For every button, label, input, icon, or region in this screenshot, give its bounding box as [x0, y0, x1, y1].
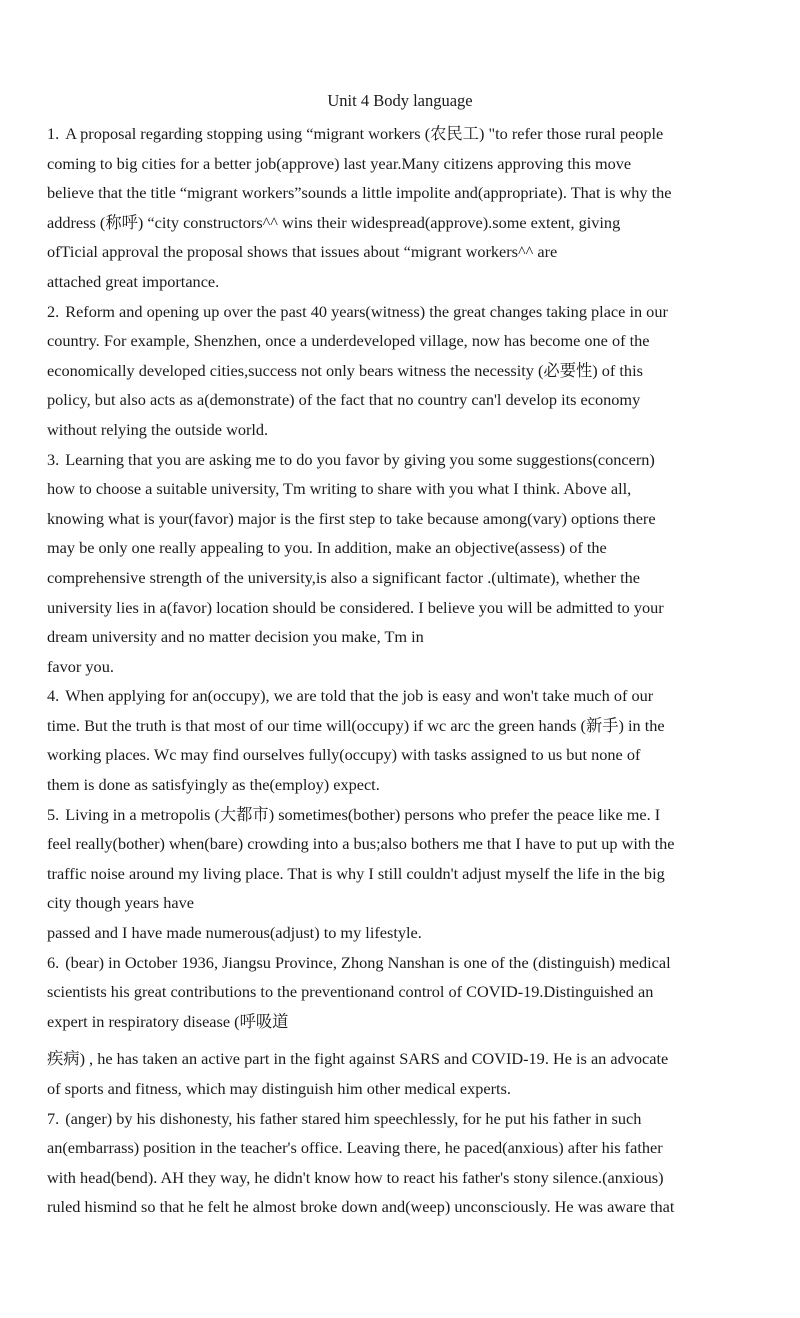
- text-line: time. But the truth is that most of our time will(occupy) if wc arc the green hands (新手) in the: [47, 715, 665, 735]
- text-line: them is done as satisfyingly as the(employ) expect.: [47, 775, 380, 795]
- text-line: an(embarrass) position in the teacher's office. Leaving there, he paced(anxious) after his father: [47, 1138, 663, 1158]
- page-title: Unit 4 Body language: [327, 91, 473, 110]
- text-line: (anger) by his dishonesty, his father stared him speechlessly, for he put his father in such: [65, 1108, 642, 1128]
- paragraph-number: 2.: [47, 301, 60, 321]
- text-line: Living in a metropolis (大都市) sometimes(bother) persons who prefer the peace like me. I: [65, 804, 661, 824]
- text-line: attached great importance.: [47, 271, 220, 291]
- paragraph-number: 4.: [47, 686, 60, 706]
- text-line: how to choose a suitable university, Tm writing to share with you what I think. Above all,: [47, 479, 632, 499]
- text-line: working places. Wc may find ourselves fully(occupy) with tasks assigned to us but none of: [47, 745, 641, 765]
- line-gap: [47, 1036, 759, 1044]
- text-line: university lies in a(favor) location should be considered. I believe you will be admitted to your: [47, 597, 664, 617]
- text-line: knowing what is your(favor) major is the first step to take because among(vary) options there: [47, 508, 656, 528]
- paragraph-4: [47, 681, 759, 799]
- paragraph-number: 7.: [47, 1108, 60, 1128]
- text-line: economically developed cities,success not only bears witness the necessity (必要性) of this: [47, 360, 643, 380]
- text-line: traffic noise around my living place. That is why I still couldn't adjust myself the life in the big: [47, 863, 665, 883]
- text-line: feel really(bother) when(bare) crowding into a bus;also bothers me that I have to put up with the: [47, 834, 675, 854]
- text-line: without relying the outside world.: [47, 419, 269, 439]
- text-line: scientists his great contributions to the preventionand control of COVID-19.Distinguished an: [47, 982, 654, 1002]
- text-line: coming to big cities for a better job(approve) last year.Many citizens approving this move: [47, 153, 632, 173]
- text-line: expert in respiratory disease (呼吸道: [47, 1011, 289, 1031]
- text-line: of sports and fitness, which may distinguish him other medical experts.: [47, 1079, 511, 1098]
- text-line: Learning that you are asking me to do you favor by giving you some suggestions(concern): [65, 449, 655, 469]
- text-line: with head(bend). AH they way, he didn't know how to react his father's stony silence.(anxious): [47, 1167, 664, 1187]
- paragraph-number: 6.: [47, 952, 60, 972]
- text-line: When applying for an(occupy), we are told that the job is easy and won't take much of our: [65, 686, 654, 706]
- paragraph-6: [47, 948, 759, 1104]
- text-line: Reform and opening up over the past 40 years(witness) the great changes taking place in our: [65, 301, 668, 321]
- paragraph-1: [47, 119, 759, 297]
- text-line: may be only one really appealing to you. In addition, make an objective(assess) of the: [47, 538, 607, 558]
- paragraph-3: [47, 445, 759, 682]
- text-line: policy, but also acts as a(demonstrate) of the fact that no country can'l develop its economy: [47, 390, 641, 410]
- text-line: favor you.: [47, 656, 114, 676]
- text-line: 疾病) , he has taken an active part in the fight against SARS and COVID-19. He is an advocate: [47, 1049, 669, 1069]
- document-body: [47, 119, 759, 1222]
- text-line: dream university and no matter decision you make, Tm in: [47, 627, 424, 647]
- text-line: A proposal regarding stopping using “migrant workers (农民工) "to refer those rural people: [65, 124, 664, 143]
- text-line: comprehensive strength of the university,is also a significant factor .(ultimate), whether the: [47, 567, 641, 587]
- text-line: country. For example, Shenzhen, once a underdeveloped village, now has become one of the: [47, 331, 650, 351]
- text-line: passed and I have made numerous(adjust) to my lifestyle.: [47, 923, 422, 943]
- text-line: address (称呼) “city constructors^^ wins their widespread(approve).some extent, giving: [47, 212, 621, 232]
- text-line: city though years have: [47, 893, 194, 913]
- paragraph-number: 1.: [47, 124, 60, 143]
- paragraph-5: [47, 800, 759, 948]
- paragraph-7: [47, 1104, 759, 1222]
- text-line: ofTicial approval the proposal shows that issues about “migrant workers^^ are: [47, 242, 558, 262]
- paragraph-2: [47, 297, 759, 445]
- paragraph-number: 5.: [47, 804, 60, 824]
- paragraph-number: 3.: [47, 449, 60, 469]
- text-line: believe that the title “migrant workers”sounds a little impolite and(appropriate). That is why the: [47, 183, 672, 203]
- text-line: ruled hismind so that he felt he almost broke down and(weep) unconsciously. He was aware that: [47, 1197, 675, 1217]
- text-line: (bear) in October 1936, Jiangsu Province, Zhong Nanshan is one of the (distinguish) medical: [65, 952, 671, 972]
